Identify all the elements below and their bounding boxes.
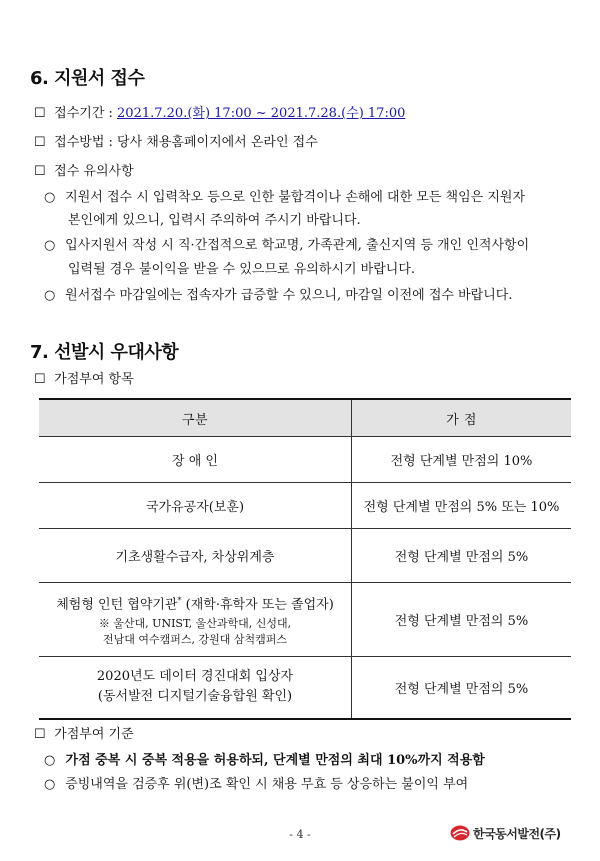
circle-bullet: ○ <box>44 238 56 253</box>
intern-category-line <box>43 591 347 615</box>
checkbox-bullet: ☐ <box>34 135 46 150</box>
table-row <box>39 529 571 583</box>
note-2-line-2: 입력될 경우 불이익을 받을 수 있으므로 유의하시기 바랍니다. <box>68 262 416 277</box>
intern-note-1: ※ 울산대, UNIST, 울산과학대, 신성대, <box>98 616 292 630</box>
checkbox-bullet: ☐ <box>34 372 46 387</box>
checkbox-bullet: ☐ <box>34 164 46 179</box>
note-2-text: 입사지원서 작성 시 직·간접적으로 학교명, 가족관계, 출신지역 등 개인 인적사항이 <box>65 238 530 253</box>
criteria-item-2-text: 증빙내역을 검증후 위(변)조 확인 시 채용 무효 등 상응하는 불이익 부여 <box>65 777 469 792</box>
application-method-value: 당사 채용홈페이지에서 온라인 접수 <box>117 135 318 150</box>
intern-category-suffix: (재학·휴학자 또는 졸업자) <box>181 597 334 613</box>
application-period-label: 접수기간 : <box>54 106 118 121</box>
application-method-label: 접수방법 : <box>54 135 118 150</box>
note-1-text: 지원서 접수 시 입력착오 등으로 인한 불합격이나 손해에 대한 모든 책임은 지원자 <box>65 190 526 205</box>
row-category: 기초생활수급자, 차상위계층 <box>39 529 352 583</box>
bonus-items-heading <box>34 371 134 389</box>
note-1-line-2: 본인에게 있으니, 입력시 주의하여 주시기 바랍니다. <box>68 213 361 228</box>
page-number: - 4 - <box>289 828 311 841</box>
application-notes-label: 접수 유의사항 <box>54 164 134 179</box>
logo-mark-icon <box>450 825 470 841</box>
contest-line-1: 2020년도 데이터 경진대회 입상자 <box>96 669 294 685</box>
company-logo <box>450 822 561 844</box>
circle-bullet: ○ <box>44 777 56 792</box>
table-row <box>39 583 571 657</box>
criteria-item-1 <box>44 752 485 770</box>
row-points: 전형 단계별 만점의 10% <box>352 437 572 483</box>
criteria-item-1-text: 가점 중복 시 중복 적용을 허용하되, 단계별 만점의 최대 10%까지 적용함 <box>65 753 485 768</box>
intern-category-text: 체험형 인턴 협약기관 <box>56 597 178 613</box>
table-row <box>39 437 571 483</box>
bonus-criteria-heading <box>34 726 134 744</box>
circle-bullet: ○ <box>44 753 56 768</box>
row-points: 전형 단계별 만점의 5% <box>352 583 572 657</box>
logo-text: 한국동서발전(주) <box>473 826 561 841</box>
circle-bullet: ○ <box>44 288 56 303</box>
row-category <box>39 583 352 657</box>
checkbox-bullet: ☐ <box>34 727 46 742</box>
note-1-line-1 <box>44 189 525 207</box>
row-category: 국가유공자(보훈) <box>39 483 352 529</box>
section-6-heading: 6. 지원서 접수 <box>30 68 145 89</box>
intern-note-2: 전남대 여수캠퍼스, 강원대 삼척캠퍼스 <box>102 632 287 646</box>
header-points: 가 점 <box>352 399 572 437</box>
bonus-table <box>39 398 571 720</box>
row-points: 전형 단계별 만점의 5% <box>352 529 572 583</box>
footnote-mark: * <box>177 596 182 606</box>
table-header-row <box>39 399 571 437</box>
application-period <box>34 105 405 123</box>
row-category <box>39 657 352 719</box>
contest-line-2: (동서발전 디지털기술융합원 확인) <box>97 689 293 705</box>
application-method <box>34 134 318 152</box>
table-row <box>39 483 571 529</box>
note-2-line-1 <box>44 237 529 255</box>
criteria-item-2 <box>44 776 468 794</box>
bonus-items-label: 가점부여 항목 <box>54 372 134 387</box>
row-points: 전형 단계별 만점의 5% 또는 10% <box>352 483 572 529</box>
row-points: 전형 단계별 만점의 5% <box>352 657 572 719</box>
section-7-heading: 7. 선발시 우대사항 <box>30 342 179 363</box>
note-3-text: 원서접수 마감일에는 접속자가 급증할 수 있으니, 마감일 이전에 접수 바랍니다. <box>65 288 513 303</box>
application-period-value[interactable]: 2021.7.20.(화) 17:00 ~ 2021.7.28.(수) 17:00 <box>117 106 406 121</box>
note-3-line-1 <box>44 287 512 305</box>
circle-bullet: ○ <box>44 190 56 205</box>
bonus-criteria-label: 가점부여 기준 <box>54 727 134 742</box>
table-row <box>39 657 571 719</box>
application-notes-heading <box>34 163 134 181</box>
header-category: 구분 <box>39 399 352 437</box>
checkbox-bullet: ☐ <box>34 106 46 121</box>
row-category: 장 애 인 <box>39 437 352 483</box>
